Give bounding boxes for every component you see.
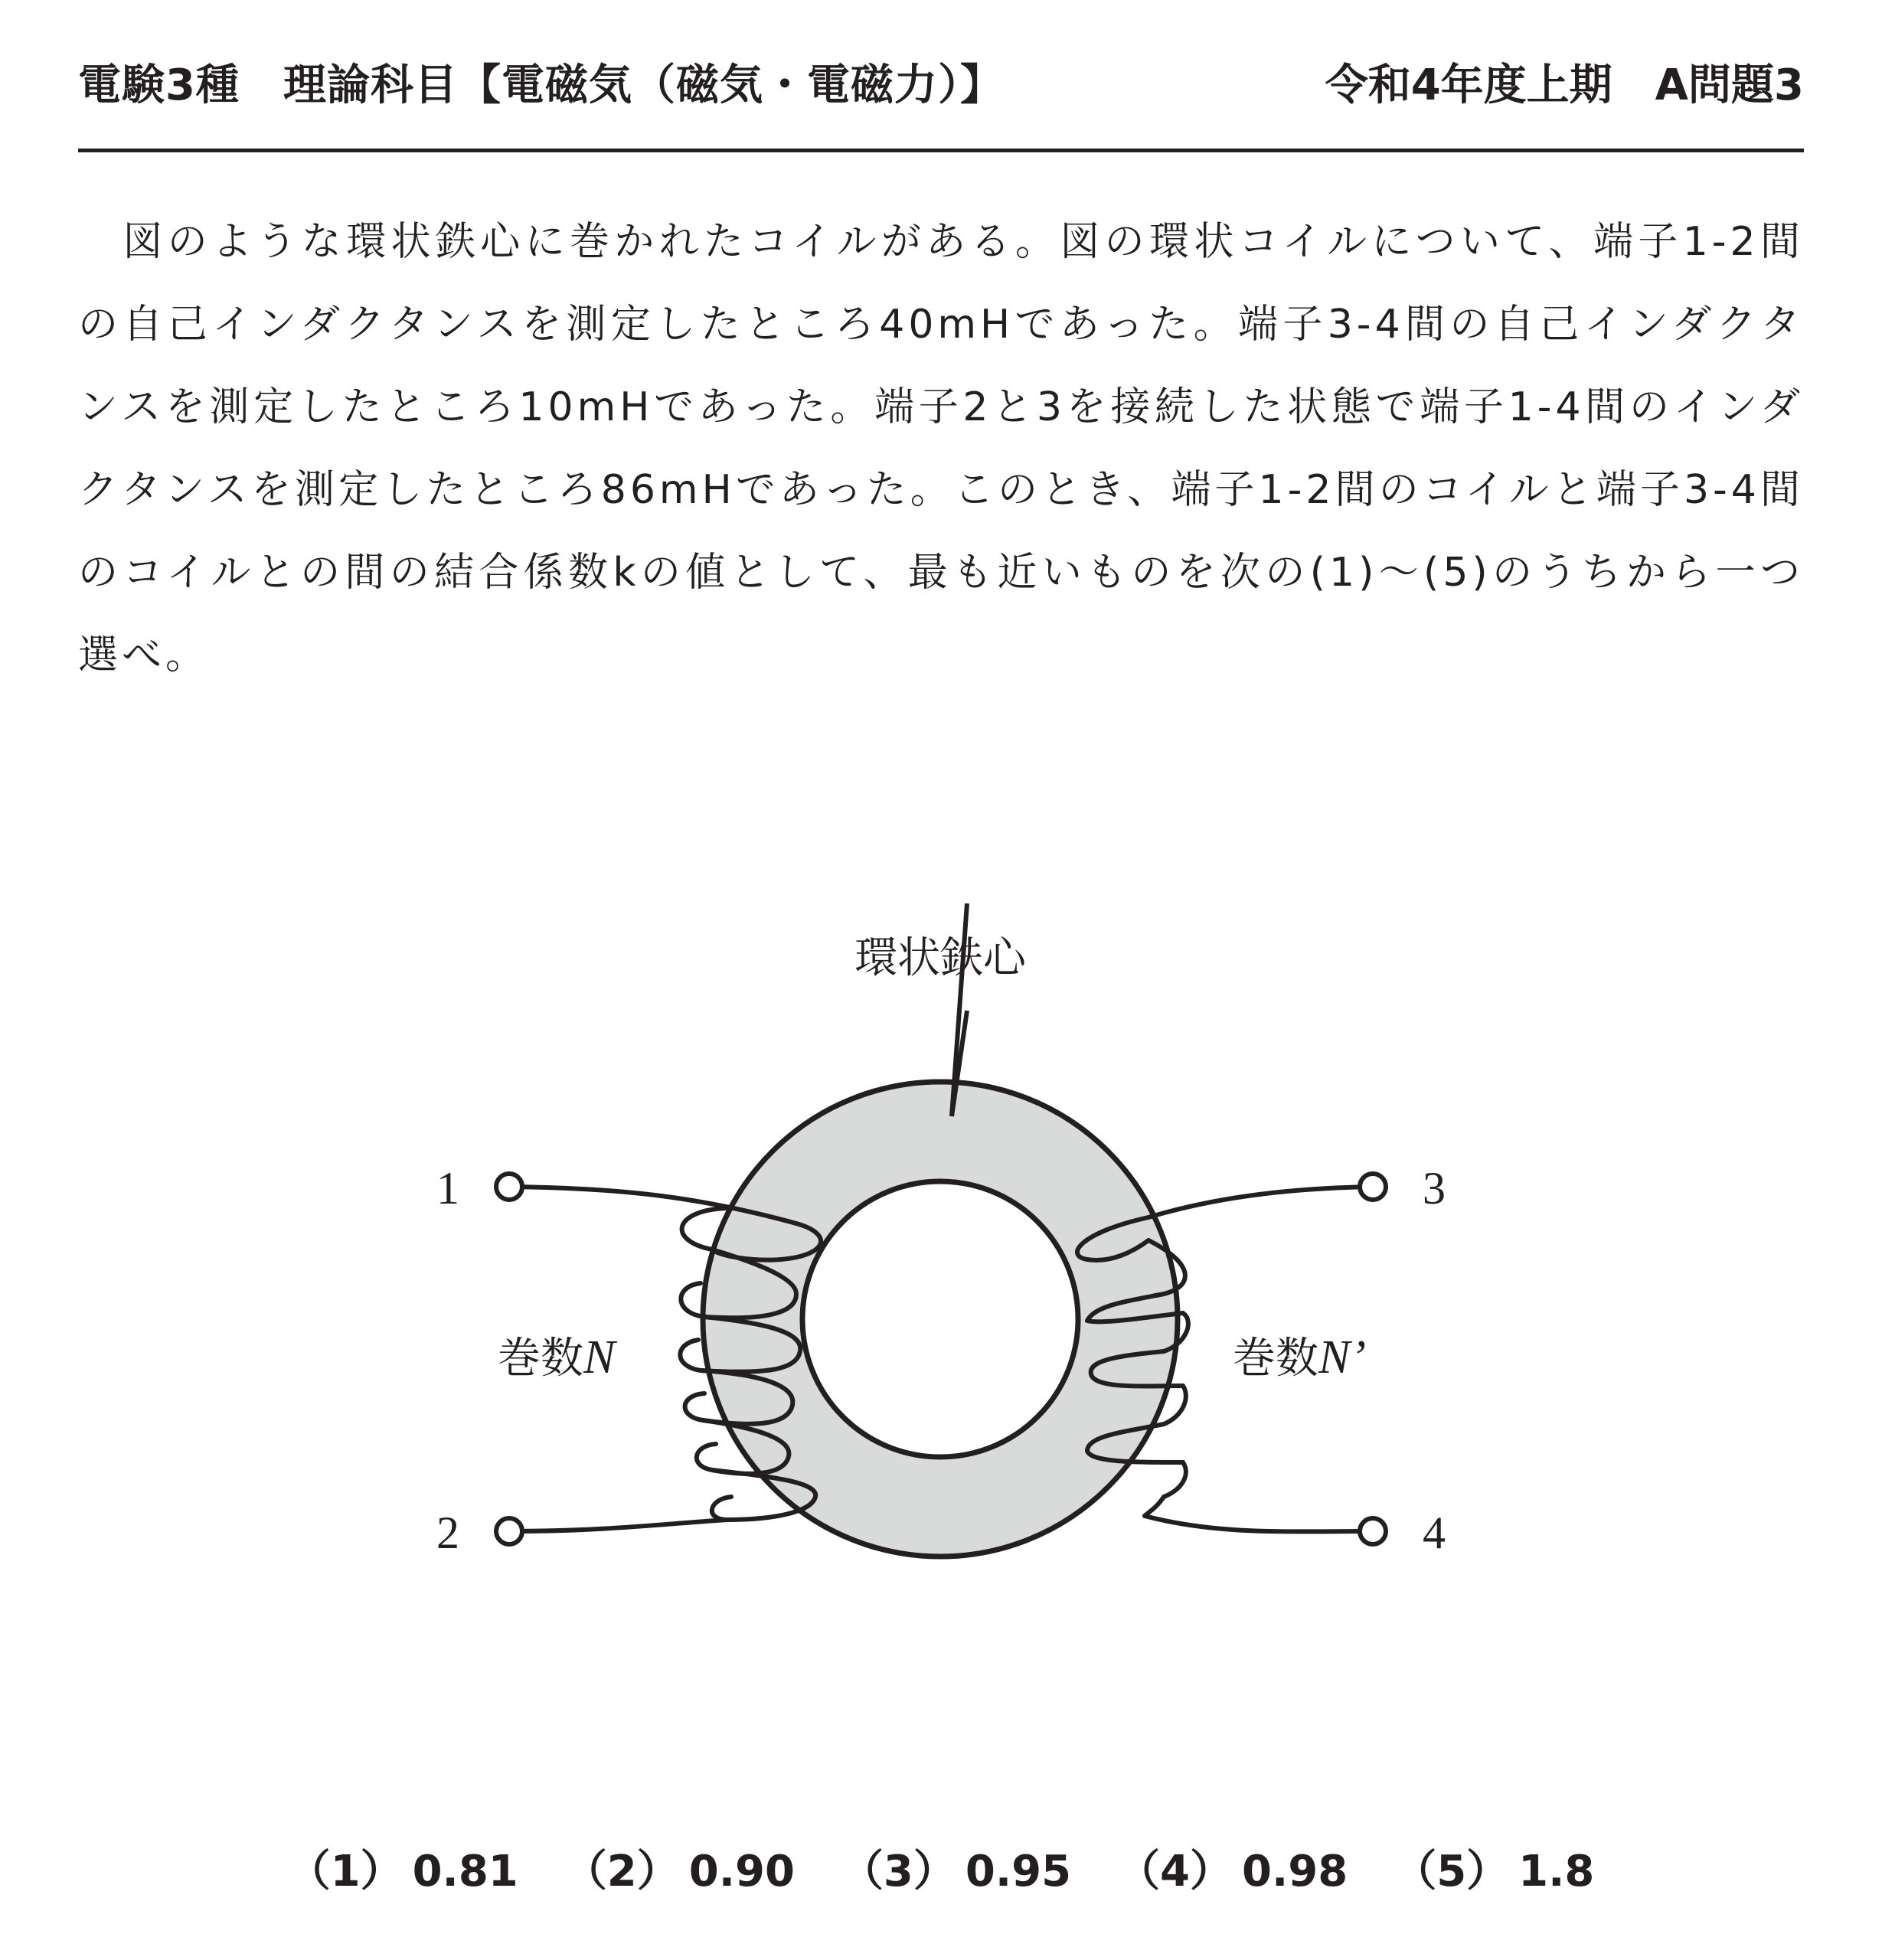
- right-coil-turns-label: 巻数N’: [1233, 1331, 1366, 1383]
- header-divider: [78, 149, 1804, 152]
- terminal-4-label: 4: [1423, 1508, 1446, 1558]
- toroidal-coil-diagram: [0, 903, 1882, 1654]
- choice-1: （1） 0.81: [287, 1847, 518, 1896]
- terminal-1-label: 1: [436, 1163, 459, 1214]
- choice-5: （5） 1.8: [1394, 1847, 1595, 1896]
- left-coil-turns-label: 巻数N: [498, 1331, 616, 1383]
- answer-choices: [0, 1838, 1882, 1906]
- core-label: 環状鉄心: [854, 933, 1026, 983]
- header-exam-info: 令和4年度上期 A問題3: [1325, 60, 1804, 110]
- terminal-4: [1360, 1518, 1386, 1544]
- problem-statement: 図のような環状鉄心に巻かれたコイルがある。図の環状コイルについて、端子1-2間の自己インダクタンスを測定したところ40mHであった。端子3-4間の自己インダクタンスを測定したところ10mHであった。端子2と3を接続した状態で端子1-4間のインダクタンスを測定したところ86mHであった。このとき、端子1-2間のコイルと端子3-4間のコイルとの間の結合係数kの値として、最も近いものを次の(1)～(5)のうちから一つ選べ。: [78, 219, 1804, 678]
- toroidal-core: [703, 1082, 1178, 1557]
- terminal-3-label: 3: [1423, 1163, 1446, 1214]
- terminal-1: [496, 1174, 522, 1200]
- terminal-2-label: 2: [436, 1508, 459, 1558]
- choice-3: （3） 0.95: [840, 1847, 1072, 1896]
- page-header: [78, 55, 1804, 116]
- terminal-2: [496, 1518, 522, 1544]
- terminal-3: [1360, 1174, 1386, 1200]
- choice-4: （4） 0.98: [1117, 1847, 1348, 1896]
- choice-2: （2） 0.90: [564, 1847, 795, 1896]
- header-subject-title: 電験3種 理論科目【電磁気（磁気・電磁力）】: [78, 60, 1004, 110]
